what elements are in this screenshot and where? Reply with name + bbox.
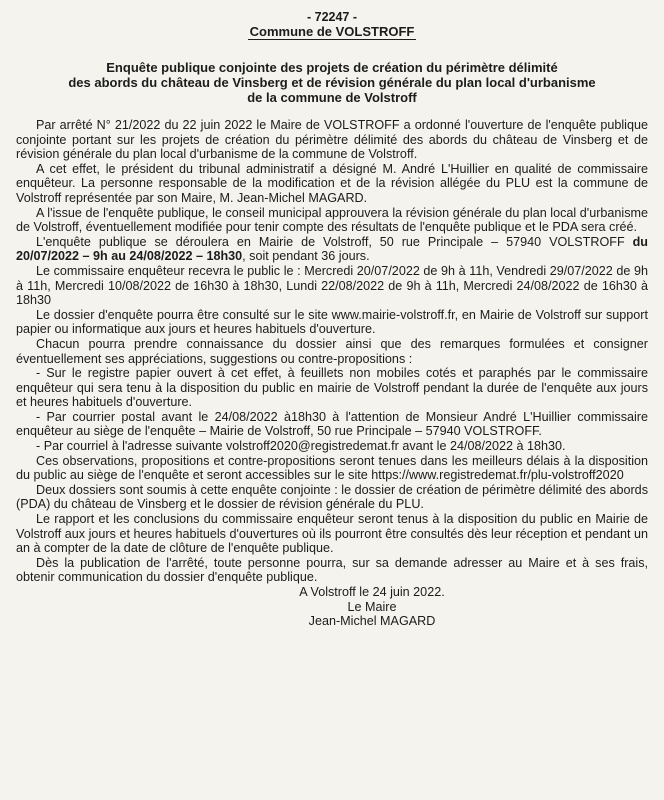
paragraph-dossiers: Deux dossiers sont soumis à cette enquête conjointe : le dossier de création de périmètre délimité des abords (PDA) du château de Vinsberg et le dossier de révision générale du PLU. (16, 482, 648, 512)
paragraph-decree: Par arrêté N° 21/2022 du 22 juin 2022 le Maire de VOLSTROFF a ordonné l'ouverture de l'enquête publique conjointe portant sur les projets de création du périmètre délimité des abords du château de Vinsberg et de révision générale du plan local d'urbanisme de la commune de Volstroff. (16, 118, 648, 162)
paragraph-email: - Par courriel à l'adresse suivante volstroff2020@registredemat.fr avant le 24/08/2022 à 18h30. (36, 439, 566, 454)
signature-block (96, 585, 648, 629)
notice-body (16, 118, 648, 585)
paragraph-remarks: Chacun pourra prendre connaissance du dossier ainsi que des remarques formulées et consigner éventuellement ses appréciations, suggestions ou contre-propositions : (16, 336, 648, 366)
paragraph-commissioner: A cet effet, le président du tribunal administratif a désigné M. André L'Huillier en qualité de commissaire enquêteur. La personne responsable de la modification et de la révision allégée du PLU est la commune de Volstroff représentée par son Maire, M. Jean-Michel MAGARD. (16, 161, 648, 205)
paragraph-consultation: Le dossier d'enquête pourra être consulté sur le site www.mairie-volstroff.fr, en Mairie de Volstroff sur support papier ou informatique aux jours et heures habituels d'ouverture. (16, 307, 648, 337)
paragraph-postal: - Par courrier postal avant le 24/08/2022 à18h30 à l'attention de Monsieur André L'Huillier commissaire enquêteur au siège de l'enquête – Mairie de Volstroff, 50 rue Principale – 57940 VOLSTROFF. (16, 409, 648, 439)
notice-title (16, 60, 648, 105)
paragraph-reception: Le commissaire enquêteur recevra le public le : Mercredi 20/07/2022 de 9h à 11h, Vendredi 29/07/2022 de 9h à 11h, Mercredi 10/08/2022 de 16h30 à 18h30, Lundi 22/08/2022 de 9h à 11h, Mercredi 24/08/2022 de 16h30 à 18h30 (16, 263, 648, 308)
dates-text-b: , soit pendant 36 jours. (242, 249, 370, 264)
title-line-3: de la commune de Volstroff (247, 90, 417, 105)
signature-name: Jean-Michel MAGARD (308, 614, 436, 629)
title-line-2: des abords du château de Vinsberg et de révision générale du plan local d'urbanisme (68, 75, 596, 90)
title-line-1: Enquête publique conjointe des projets de création du périmètre délimité (106, 60, 558, 75)
paragraph-report: Le rapport et les conclusions du commissaire enquêteur seront tenus à la disposition du public en Mairie de Volstroff aux jours et heures habituels d'ouvertures où ils pourront être consultés dès leur réception et pendant un an à compter de la date de clôture de l'enquête publique. (16, 512, 648, 556)
commune-heading (16, 24, 648, 40)
dates-text-a: L'enquête publique se déroulera en Mairie de Volstroff, 50 rue Principale – 57940 VOLSTROFF (36, 234, 633, 249)
notice-reference: - 72247 - (306, 10, 358, 24)
paragraph-council: A l'issue de l'enquête publique, le conseil municipal approuvera la révision générale du plan local d'urbanisme de Volstroff, éventuellement modifiée pour tenir compte des résultats de l'enquête publique et le PDA sera créé. (16, 205, 648, 235)
paragraph-publication: Dès la publication de l'arrêté, toute personne pourra, sur sa demande adresser au Maire et à ses frais, obtenir communication du dossier d'enquête publique. (16, 555, 648, 585)
paragraph-observations: Ces observations, propositions et contre-propositions seront tenues dans les meilleurs délais à la disposition du public au siège de l'enquête et seront accessibles sur le site https://www.registredemat.fr/plu-volstroff2020 (16, 453, 648, 483)
commune-name: Commune de VOLSTROFF (249, 24, 415, 39)
paragraph-register: - Sur le registre papier ouvert à cet effet, à feuillets non mobiles cotés et paraphés par le commissaire enquêteur qui sera tenu à la disposition du public en mairie de Volstroff pendant la durée de l'enquête aux jours et heures habituels d'ouverture. (16, 366, 648, 410)
dates-bold: du 20/07/2022 – 9h au 24/08/2022 – 18h30 (16, 234, 648, 264)
paragraph-dates (16, 235, 648, 264)
signature-place-date: A Volstroff le 24 juin 2022. (299, 585, 445, 599)
signature-role: Le Maire (347, 599, 397, 614)
legal-notice (16, 10, 648, 629)
